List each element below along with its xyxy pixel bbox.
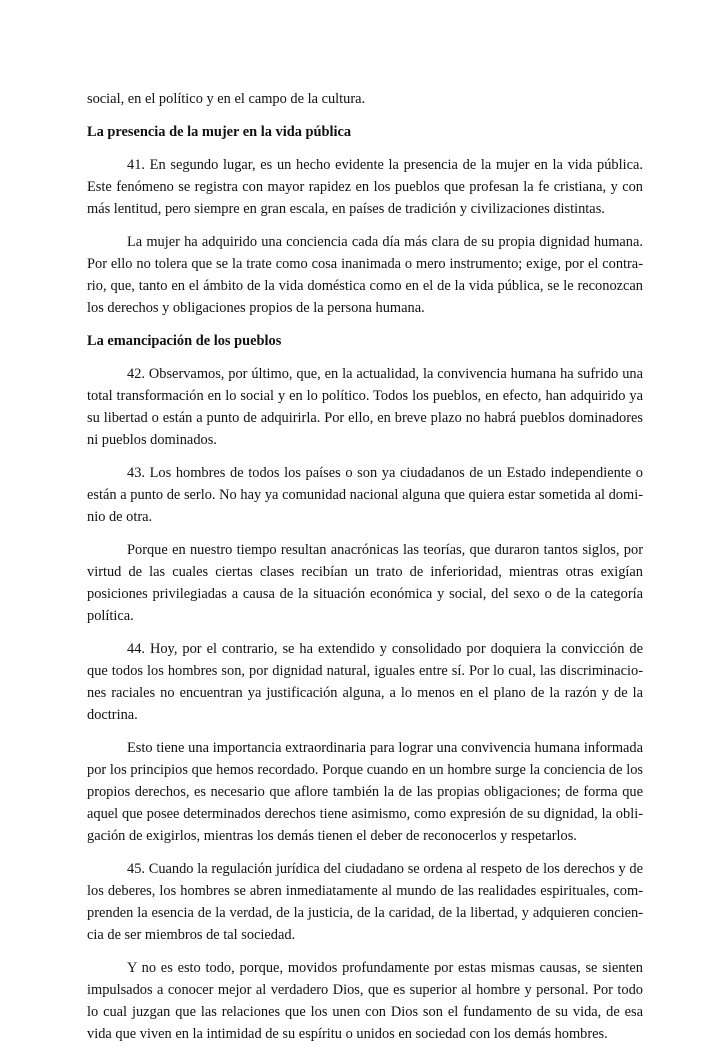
- paragraph-41: 41. En segundo lugar, es un hecho evidente la presencia de la mujer en la vida pública. Este fenómeno se registra con mayor rapidez en los pueblos que profesan la fe cristiana, y con más lentitud, pero siempre en gran escala, en países de tradición y civilizaciones distintas.: [87, 157, 643, 217]
- paragraph-43: 43. Los hombres de todos los países o son ya ciudadanos de un Estado independiente o están a punto de serlo. No hay ya comunidad nacional alguna que quiera estar sometida al dominio de otra.: [87, 465, 643, 525]
- document-page: [87, 88, 643, 1056]
- paragraph-continuation: social, en el político y en el campo de la cultura.: [87, 91, 366, 107]
- paragraph-45: 45. Cuando la regulación jurídica del ciudadano se ordena al respeto de los derechos y de los deberes, los hombres se abren inmediatamente al mundo de las realidades espirituales, comprenden la esencia de la verdad, de la justicia, de la caridad, de la libertad, y adquieren conciencia de ser miembros de tal sociedad.: [87, 861, 643, 943]
- paragraph-anachronistic-theories: Porque en nuestro tiempo resultan anacrónicas las teorías, que duraron tantos siglos, por virtud de las cuales ciertas clases recibían un trato de inferioridad, mientras otras exigían posiciones privilegiadas a causa de la situación económica y social, del sexo o de la categoría política.: [87, 542, 643, 624]
- paragraph-knowing-god: Y no es esto todo, porque, movidos profundamente por estas mismas causas, se sienten impulsados a conocer mejor al verdadero Dios, que es superior al hombre y personal. Por todo lo cual juzgan que las relaciones que los unen con Dios son el fundamento de su vida, de esa vida que viven en la intimidad de su espíritu o unidos en sociedad con los demás hombres.: [87, 960, 643, 1042]
- paragraph-women-dignity: La mujer ha adquirido una conciencia cada día más clara de su propia dignidad humana. Por ello no tolera que se la trate como cosa inanimada o mero instrumento; exige, por el contrario, que, tanto en el ámbito de la vida doméstica como en el de la vida pública, se le reconozcan los derechos y obligaciones propios de la persona humana.: [87, 234, 643, 316]
- paragraph-42: 42. Observamos, por último, que, en la actualidad, la convivencia humana ha sufrido una total transformación en lo social y en lo político. Todos los pueblos, en efecto, han adquirido ya su libertad o están a punto de adquirirla. Por ello, en breve plazo no habrá pueblos dominadores ni pueblos dominados.: [87, 366, 643, 448]
- paragraph-rights-obligations: Esto tiene una importancia extraordinaria para lograr una convivencia humana informada por los principios que hemos recordado. Porque cuando en un hombre surge la conciencia de los propios derechos, es necesario que aflore también la de las propias obligaciones; de forma que aquel que posee determinados derechos tiene asimismo, como expresión de su dignidad, la obligación de exigirlos, mientras los demás tienen el deber de reconocerlos y respetarlos.: [87, 740, 643, 844]
- section-heading-emancipation: La emancipación de los pueblos: [87, 333, 282, 349]
- paragraph-44: 44. Hoy, por el contrario, se ha extendido y consolidado por doquiera la convicción de que todos los hombres son, por dignidad natural, iguales entre sí. Por lo cual, las discriminaciones raciales no encuentran ya justificación alguna, a lo menos en el plano de la razón y de la doctrina.: [87, 641, 643, 723]
- section-heading-women: La presencia de la mujer en la vida pública: [87, 124, 352, 140]
